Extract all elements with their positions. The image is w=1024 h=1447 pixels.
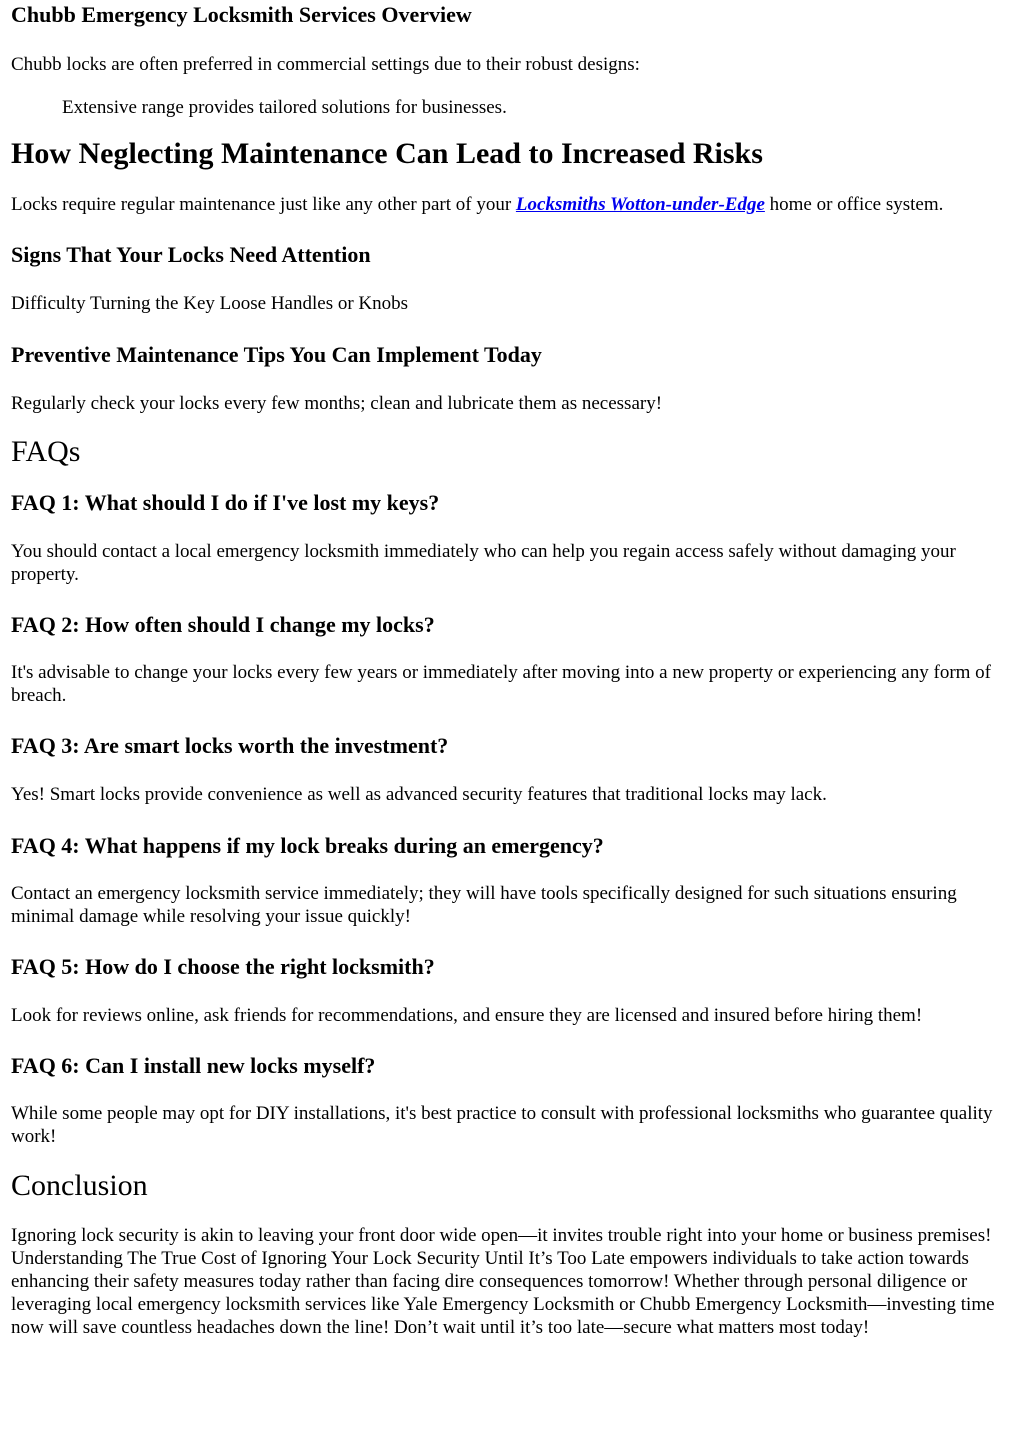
locksmiths-wotton-link[interactable]: Locksmiths Wotton-under-Edge [515, 194, 765, 215]
faqs-heading: FAQs [11, 435, 81, 468]
maintenance-text-before-link: Locks require regular maintenance just like any other part of your [11, 194, 516, 215]
article [0, 1, 1024, 1339]
chubb-section-heading: Chubb Emergency Locksmith Services Overview [11, 2, 472, 27]
signs-paragraph: Difficulty Turning the Key Loose Handles or Knobs [11, 293, 409, 314]
signs-heading: Signs That Your Locks Need Attention [11, 242, 371, 267]
conclusion-paragraph: Ignoring lock security is akin to leaving your front door wide open—it invites trouble right into your home or business premises! Understanding The True Cost of Ignoring Your Lock Security Until It’s Too Late empowers individuals to take action towards enhancing their safety measures today rather than facing dire consequences tomorrow! Whether through personal diligence or leveraging local emergency locksmith services like Yale Emergency Locksmith or Chubb Emergency Locksmith—investing time now will save countless headaches down the line! Don’t wait until it’s too late—secure what matters most today! [11, 1225, 995, 1338]
conclusion-heading: Conclusion [11, 1169, 148, 1202]
faq-answer: Yes! Smart locks provide convenience as well as advanced security features that traditional locks may lack. [11, 784, 827, 805]
faq-answer: It's advisable to change your locks every few years or immediately after moving into a new property or experiencing any form of breach. [11, 662, 992, 706]
faq-answer: Look for reviews online, ask friends for recommendations, and ensure they are licensed and insured before hiring them! [11, 1005, 923, 1026]
maintenance-heading: How Neglecting Maintenance Can Lead to Increased Risks [11, 137, 763, 170]
faq-question: FAQ 2: How often should I change my locks? [11, 612, 435, 637]
faq-question: FAQ 4: What happens if my lock breaks during an emergency? [11, 833, 604, 858]
faq-question: FAQ 6: Can I install new locks myself? [11, 1053, 376, 1078]
faq-question: FAQ 3: Are smart locks worth the investment? [11, 733, 449, 758]
tips-heading: Preventive Maintenance Tips You Can Implement Today [11, 342, 542, 367]
faq-answer: While some people may opt for DIY installations, it's best practice to consult with professional locksmiths who guarantee quality work! [11, 1103, 993, 1147]
chubb-intro-paragraph: Chubb locks are often preferred in commercial settings due to their robust designs: [11, 54, 640, 75]
chubb-point-paragraph: Extensive range provides tailored solutions for businesses. [62, 97, 507, 118]
faq-question: FAQ 5: How do I choose the right locksmith? [11, 954, 435, 979]
maintenance-paragraph [11, 193, 971, 216]
maintenance-text-after-link: home or office system. [764, 194, 944, 215]
tips-paragraph: Regularly check your locks every few months; clean and lubricate them as necessary! [11, 393, 663, 414]
faq-answer: Contact an emergency locksmith service immediately; they will have tools specifically designed for such situations ensuring minimal damage while resolving your issue quickly! [11, 883, 957, 927]
faq-question: FAQ 1: What should I do if I've lost my keys? [11, 490, 440, 515]
faq-answer: You should contact a local emergency locksmith immediately who can help you regain access safely without damaging your property. [11, 541, 956, 585]
